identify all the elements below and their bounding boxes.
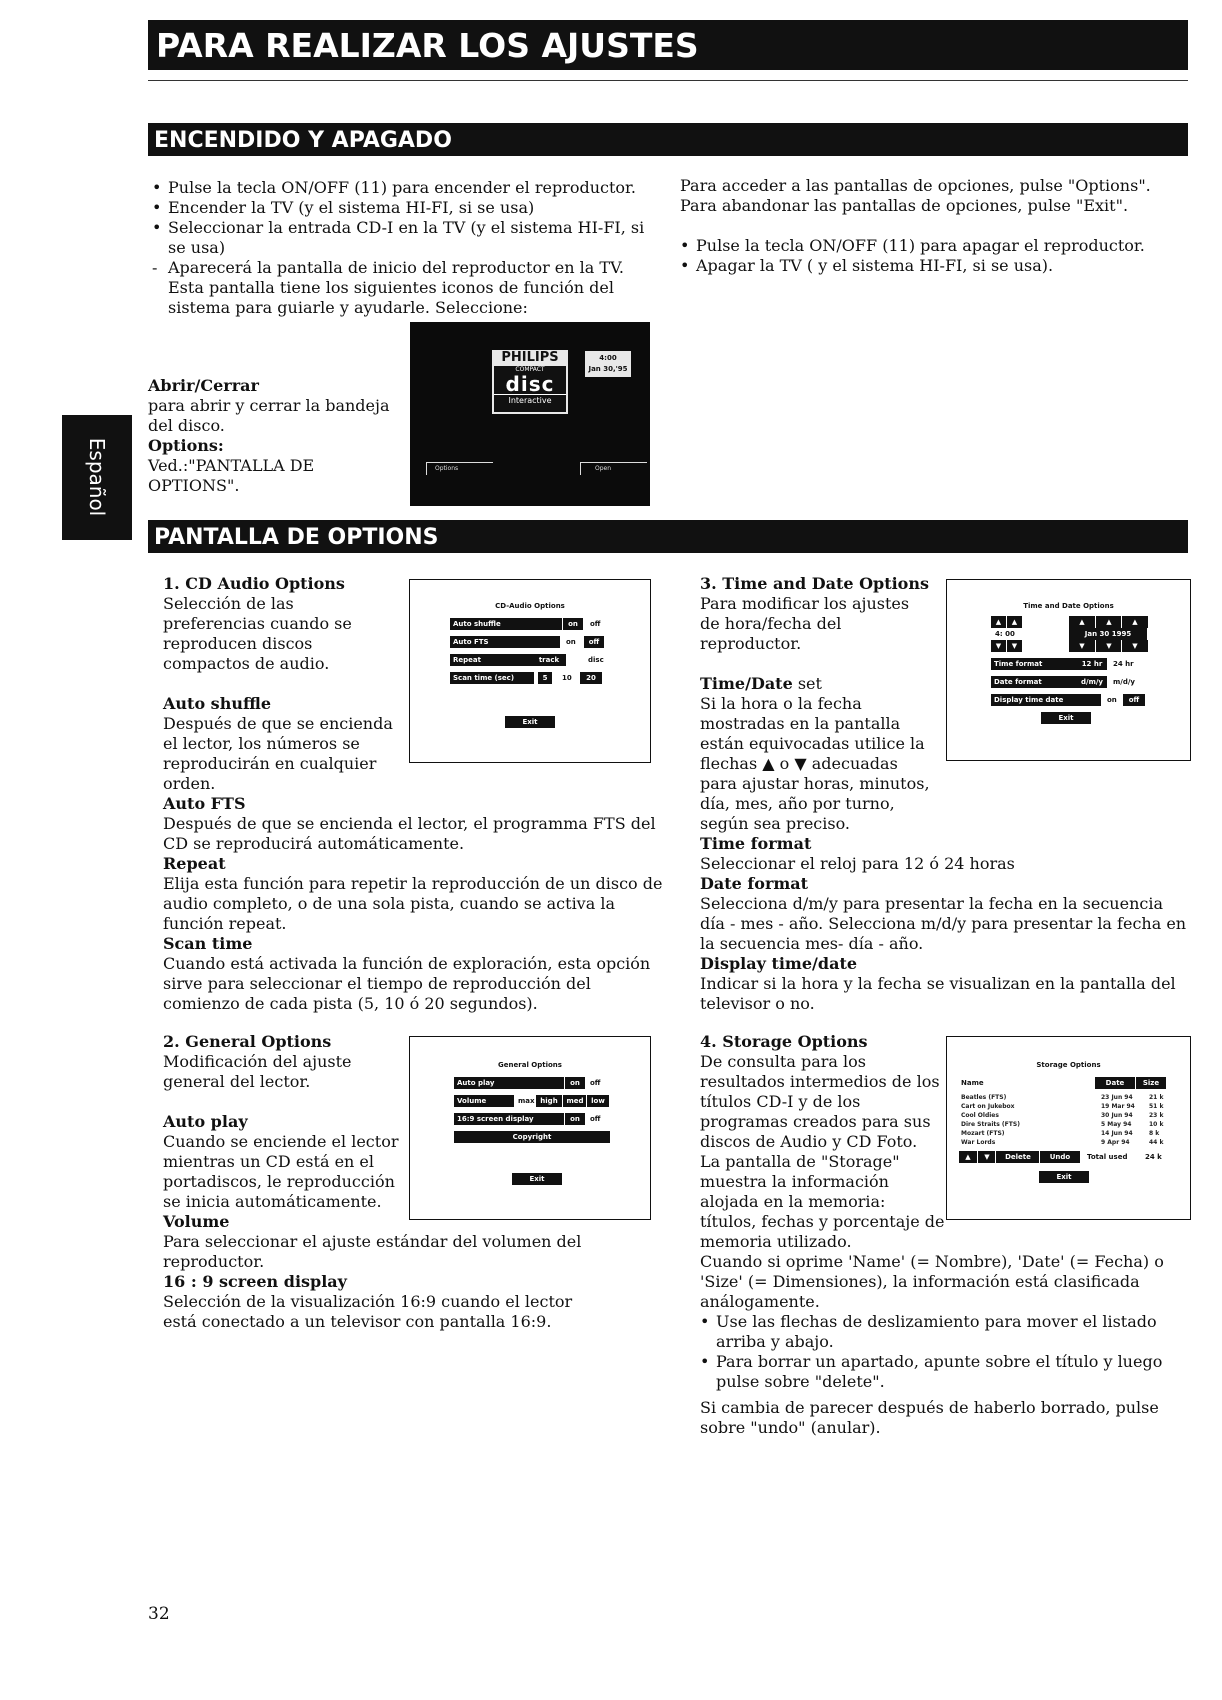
scan-time-10[interactable]: 10 xyxy=(562,674,572,682)
general-options-screen xyxy=(409,1036,651,1220)
options-button[interactable]: Options xyxy=(426,462,493,475)
encendido-right-list xyxy=(680,236,1185,276)
auto-fts-on[interactable]: on xyxy=(566,638,576,646)
auto-fts-option[interactable]: Auto FTS xyxy=(450,636,560,648)
interactive-label: Interactive xyxy=(494,394,566,407)
volume-med[interactable]: med xyxy=(562,1095,587,1107)
scroll-up-arrow-icon[interactable]: ▲ xyxy=(959,1151,977,1163)
storage-p2: La pantalla de "Storage" muestra la información alojada en la memoria: títulos, fechas y porcentaje de memoria utilizado. xyxy=(700,1152,945,1251)
date-format-heading: Date format xyxy=(700,874,809,893)
volume-max[interactable]: max xyxy=(518,1097,535,1105)
day-up-arrow-icon[interactable]: ▲ xyxy=(1095,616,1122,628)
auto-play-text: Cuando se enciende el lector mientras un CD está en el portadiscos, le reproducción se inicia automáticamente. xyxy=(163,1132,399,1211)
minute-down-arrow-icon[interactable]: ▼ xyxy=(1006,640,1022,652)
row-name: War Lords xyxy=(961,1139,996,1146)
display-on[interactable]: on xyxy=(1107,696,1117,704)
auto-shuffle-off[interactable]: off xyxy=(590,620,601,628)
volume-heading: Volume xyxy=(163,1212,230,1231)
row-size: 21 k xyxy=(1149,1094,1164,1101)
row-size: 44 k xyxy=(1149,1139,1164,1146)
page-number: 32 xyxy=(148,1604,170,1624)
language-side-tab xyxy=(62,415,132,540)
scan-time-20[interactable]: 20 xyxy=(580,672,602,684)
repeat-track[interactable]: track xyxy=(532,654,566,666)
storage-p4: Si cambia de parecer después de haberlo borrado, pulse sobre "undo" (anular). xyxy=(700,1398,1159,1437)
month-up-arrow-icon[interactable]: ▲ xyxy=(1069,616,1095,628)
date-format-option[interactable]: Date format xyxy=(991,676,1077,688)
tv-start-screen xyxy=(410,322,650,506)
abrir-text: para abrir y cerrar la bandeja del disco. xyxy=(148,396,390,435)
list-item: - Aparecerá la pantalla de inicio del reproductor en la TV. Esta pantalla tiene los siguientes iconos de función del sistema para guiarle y ayudarle. Seleccione: xyxy=(152,258,662,318)
side-tab-label: Español xyxy=(85,437,109,517)
date-format-text: Selecciona d/m/y para presentar la fecha en la secuencia día - mes - año. Selecciona m/d/y para presentar la fecha en la secuencia mes- día - año. xyxy=(700,894,1187,953)
repeat-disc[interactable]: disc xyxy=(588,656,604,664)
auto-fts-heading: Auto FTS xyxy=(163,794,246,813)
time-format-12hr[interactable]: 12 hr xyxy=(1077,658,1107,670)
row-size: 51 k xyxy=(1149,1103,1164,1110)
display-off[interactable]: off xyxy=(1123,694,1145,706)
list-item: • Seleccionar la entrada CD-I en la TV (y el sistema HI-FI, si se usa) xyxy=(152,218,662,258)
list-item: • Pulse la tecla ON/OFF (11) para apagar el reproductor. xyxy=(680,236,1185,256)
total-used-label: Total used xyxy=(1087,1153,1128,1161)
day-down-arrow-icon[interactable]: ▼ xyxy=(1095,640,1122,652)
display-time-date-text: Indicar si la hora y la fecha se visualizan en la pantalla del televisor o no. xyxy=(700,974,1176,1013)
date-column-header[interactable]: Date xyxy=(1095,1077,1135,1089)
undo-button[interactable]: Undo xyxy=(1039,1151,1080,1163)
screen-display-option[interactable]: 16:9 screen display xyxy=(454,1113,564,1125)
list-item: • Apagar la TV ( y el sistema HI-FI, si se usa). xyxy=(680,256,1185,276)
row-date: 9 Apr 94 xyxy=(1101,1139,1130,1146)
row-size: 8 k xyxy=(1149,1130,1160,1137)
screen-display-off[interactable]: off xyxy=(590,1115,601,1123)
header-rule xyxy=(148,80,1188,81)
general-screen-title: General Options xyxy=(498,1061,562,1069)
row-name: Cool Oldies xyxy=(961,1112,999,1119)
row-name: Cart on Jukebox xyxy=(961,1103,1015,1110)
scroll-down-arrow-icon[interactable]: ▼ xyxy=(977,1151,996,1163)
cd-audio-exit-button[interactable]: Exit xyxy=(505,716,555,728)
minute-up-arrow-icon[interactable]: ▲ xyxy=(1006,616,1022,628)
time-date-set-suffix: set xyxy=(797,674,822,693)
abrir-block xyxy=(148,376,403,496)
year-up-arrow-icon[interactable]: ▲ xyxy=(1121,616,1148,628)
cd-audio-screen xyxy=(409,579,651,763)
row-size: 10 k xyxy=(1149,1121,1164,1128)
screen-display-heading: 16 : 9 screen display xyxy=(163,1272,347,1291)
time-format-heading: Time format xyxy=(700,834,812,853)
year-down-arrow-icon[interactable]: ▼ xyxy=(1121,640,1148,652)
row-name: Beatles (FTS) xyxy=(961,1094,1007,1101)
volume-high[interactable]: high xyxy=(536,1095,562,1107)
storage-heading: 4. Storage Options xyxy=(700,1032,868,1051)
scan-time-option[interactable]: Scan time (sec) xyxy=(450,672,534,684)
cd-audio-heading: 1. CD Audio Options xyxy=(163,574,345,593)
volume-low[interactable]: low xyxy=(586,1095,609,1107)
display-time-date-option[interactable]: Display time date xyxy=(991,694,1101,706)
repeat-heading: Repeat xyxy=(163,854,226,873)
time-date-heading: 3. Time and Date Options xyxy=(700,574,929,593)
row-date: 5 May 94 xyxy=(1101,1121,1132,1128)
general-exit-button[interactable]: Exit xyxy=(512,1173,562,1185)
scan-time-heading: Scan time xyxy=(163,934,253,953)
hour-down-arrow-icon[interactable]: ▼ xyxy=(991,640,1006,652)
auto-play-on[interactable]: on xyxy=(564,1077,585,1089)
storage-bullets xyxy=(700,1312,1188,1392)
list-item: • Pulse la tecla ON/OFF (11) para encender el reproductor. xyxy=(152,178,662,198)
time-date-screen-title: Time and Date Options xyxy=(1023,602,1114,610)
list-item: • Para borrar un apartado, apunte sobre el título y luego pulse sobre "delete". xyxy=(700,1352,1188,1392)
delete-button[interactable]: Delete xyxy=(995,1151,1040,1163)
scan-time-5[interactable]: 5 xyxy=(538,672,552,684)
auto-shuffle-option[interactable]: Auto shuffle xyxy=(450,618,570,630)
row-size: 23 k xyxy=(1149,1112,1164,1119)
name-column-header[interactable]: Name xyxy=(961,1079,984,1087)
options-heading: Options: xyxy=(148,436,224,455)
list-item: • Use las flechas de deslizamiento para mover el listado arriba y abajo. xyxy=(700,1312,1188,1352)
storage-p3: Cuando si oprime 'Name' (= Nombre), 'Date' (= Fecha) o 'Size' (= Dimensiones), la información está clasificada análogamente. xyxy=(700,1252,1164,1311)
auto-shuffle-on[interactable]: on xyxy=(562,618,583,630)
disc-logo: disc xyxy=(505,372,555,396)
copyright-button[interactable]: Copyright xyxy=(454,1131,610,1143)
compact-label: COMPACT xyxy=(515,366,545,373)
auto-play-off[interactable]: off xyxy=(590,1079,601,1087)
encendido-right-intro: Para acceder a las pantallas de opciones, pulse "Options". Para abandonar las pantallas de opciones, pulse "Exit". xyxy=(680,176,1151,215)
date-format-mdy[interactable]: m/d/y xyxy=(1113,678,1135,686)
time-date-set-text: Si la hora o la fecha mostradas en la pantalla están equivocadas utilice la flechas ▲ o ▼ adecuadas para ajustar horas, minutos, día, mes, año por turno, según sea preciso. xyxy=(700,694,930,833)
date-value: Jan 30 1995 xyxy=(1069,628,1147,640)
clock-date: Jan 30,'95 xyxy=(588,365,628,373)
month-down-arrow-icon[interactable]: ▼ xyxy=(1069,640,1095,652)
philips-brand: PHILIPS xyxy=(501,350,559,365)
section-options-title: PANTALLA DE OPTIONS xyxy=(148,520,1188,553)
philips-logo xyxy=(492,350,568,414)
time-format-text: Seleccionar el reloj para 12 ó 24 horas xyxy=(700,854,1015,873)
repeat-option[interactable]: Repeat xyxy=(450,654,532,666)
page-title: PARA REALIZAR LOS AJUSTES xyxy=(148,20,1188,70)
options-text: Ved.:"PANTALLA DE OPTIONS". xyxy=(148,456,315,495)
cd-audio-intro: Selección de las preferencias cuando se reproducen discos compactos de audio. xyxy=(163,594,352,673)
time-value: 4: 00 xyxy=(995,630,1015,638)
table-row[interactable] xyxy=(961,1138,1173,1148)
repeat-text: Elija esta función para repetir la reproducción de un disco de audio completo, o de una sola pista, cuando se activa la función repeat. xyxy=(163,874,663,933)
storage-screen-title: Storage Options xyxy=(1036,1061,1101,1069)
time-date-set-heading: Time/Date xyxy=(700,674,793,693)
clock-widget xyxy=(585,351,631,377)
row-date: 14 Jun 94 xyxy=(1101,1130,1133,1137)
scan-time-text: Cuando está activada la función de exploración, esta opción sirve para seleccionar el tiempo de reproducción del comienzo de cada pista (5, 10 ó 20 segundos). xyxy=(163,954,651,1013)
general-heading: 2. General Options xyxy=(163,1032,332,1051)
auto-shuffle-text: Después de que se encienda el lector, los números se reproducirán en cualquier orden. xyxy=(163,714,393,793)
row-date: 30 Jun 94 xyxy=(1101,1112,1133,1119)
cd-audio-screen-title: CD-Audio Options xyxy=(495,602,565,610)
row-date: 19 Mar 94 xyxy=(1101,1103,1135,1110)
volume-option[interactable]: Volume xyxy=(454,1095,514,1107)
total-used-value: 24 k xyxy=(1145,1153,1162,1161)
auto-play-option[interactable]: Auto play xyxy=(454,1077,564,1089)
encendido-left-list xyxy=(152,178,662,318)
display-time-date-heading: Display time/date xyxy=(700,954,858,973)
row-date: 23 Jun 94 xyxy=(1101,1094,1133,1101)
open-button[interactable]: Open xyxy=(580,462,647,475)
storage-exit-button[interactable]: Exit xyxy=(1039,1171,1089,1183)
section-encendido-title: ENCENDIDO Y APAGADO xyxy=(148,123,1188,156)
abrir-heading: Abrir/Cerrar xyxy=(148,376,259,395)
auto-fts-text: Después de que se encienda el lector, el programma FTS del CD se reproducirá automáticamente. xyxy=(163,814,656,853)
screen-display-on[interactable]: on xyxy=(564,1113,585,1125)
clock-time: 4:00 xyxy=(599,354,617,362)
size-column-header[interactable]: Size xyxy=(1135,1077,1166,1089)
storage-intro: De consulta para los resultados intermedios de los títulos CD-I y de los programas creados para sus discos de Audio y CD Foto. xyxy=(700,1052,940,1151)
row-name: Dire Straits (FTS) xyxy=(961,1121,1020,1128)
row-name: Mozart (FTS) xyxy=(961,1130,1005,1137)
screen-display-text: Selección de la visualización 16:9 cuando el lector está conectado a un televisor con pantalla 16:9. xyxy=(163,1292,573,1331)
auto-play-heading: Auto play xyxy=(163,1112,248,1131)
auto-fts-off[interactable]: off xyxy=(584,636,604,648)
storage-options-screen xyxy=(946,1036,1191,1220)
time-date-intro: Para modificar los ajustes de hora/fecha del reproductor. xyxy=(700,594,910,653)
hour-up-arrow-icon[interactable]: ▲ xyxy=(991,616,1006,628)
time-date-screen xyxy=(946,579,1191,761)
volume-text: Para seleccionar el ajuste estándar del volumen del reproductor. xyxy=(163,1232,582,1271)
list-item: • Encender la TV (y el sistema HI-FI, si se usa) xyxy=(152,198,662,218)
date-format-dmy[interactable]: d/m/y xyxy=(1077,676,1107,688)
general-intro: Modificación del ajuste general del lector. xyxy=(163,1052,352,1091)
time-format-24hr[interactable]: 24 hr xyxy=(1113,660,1134,668)
time-format-option[interactable]: Time format xyxy=(991,658,1077,670)
auto-shuffle-heading: Auto shuffle xyxy=(163,694,271,713)
time-date-exit-button[interactable]: Exit xyxy=(1041,712,1091,724)
